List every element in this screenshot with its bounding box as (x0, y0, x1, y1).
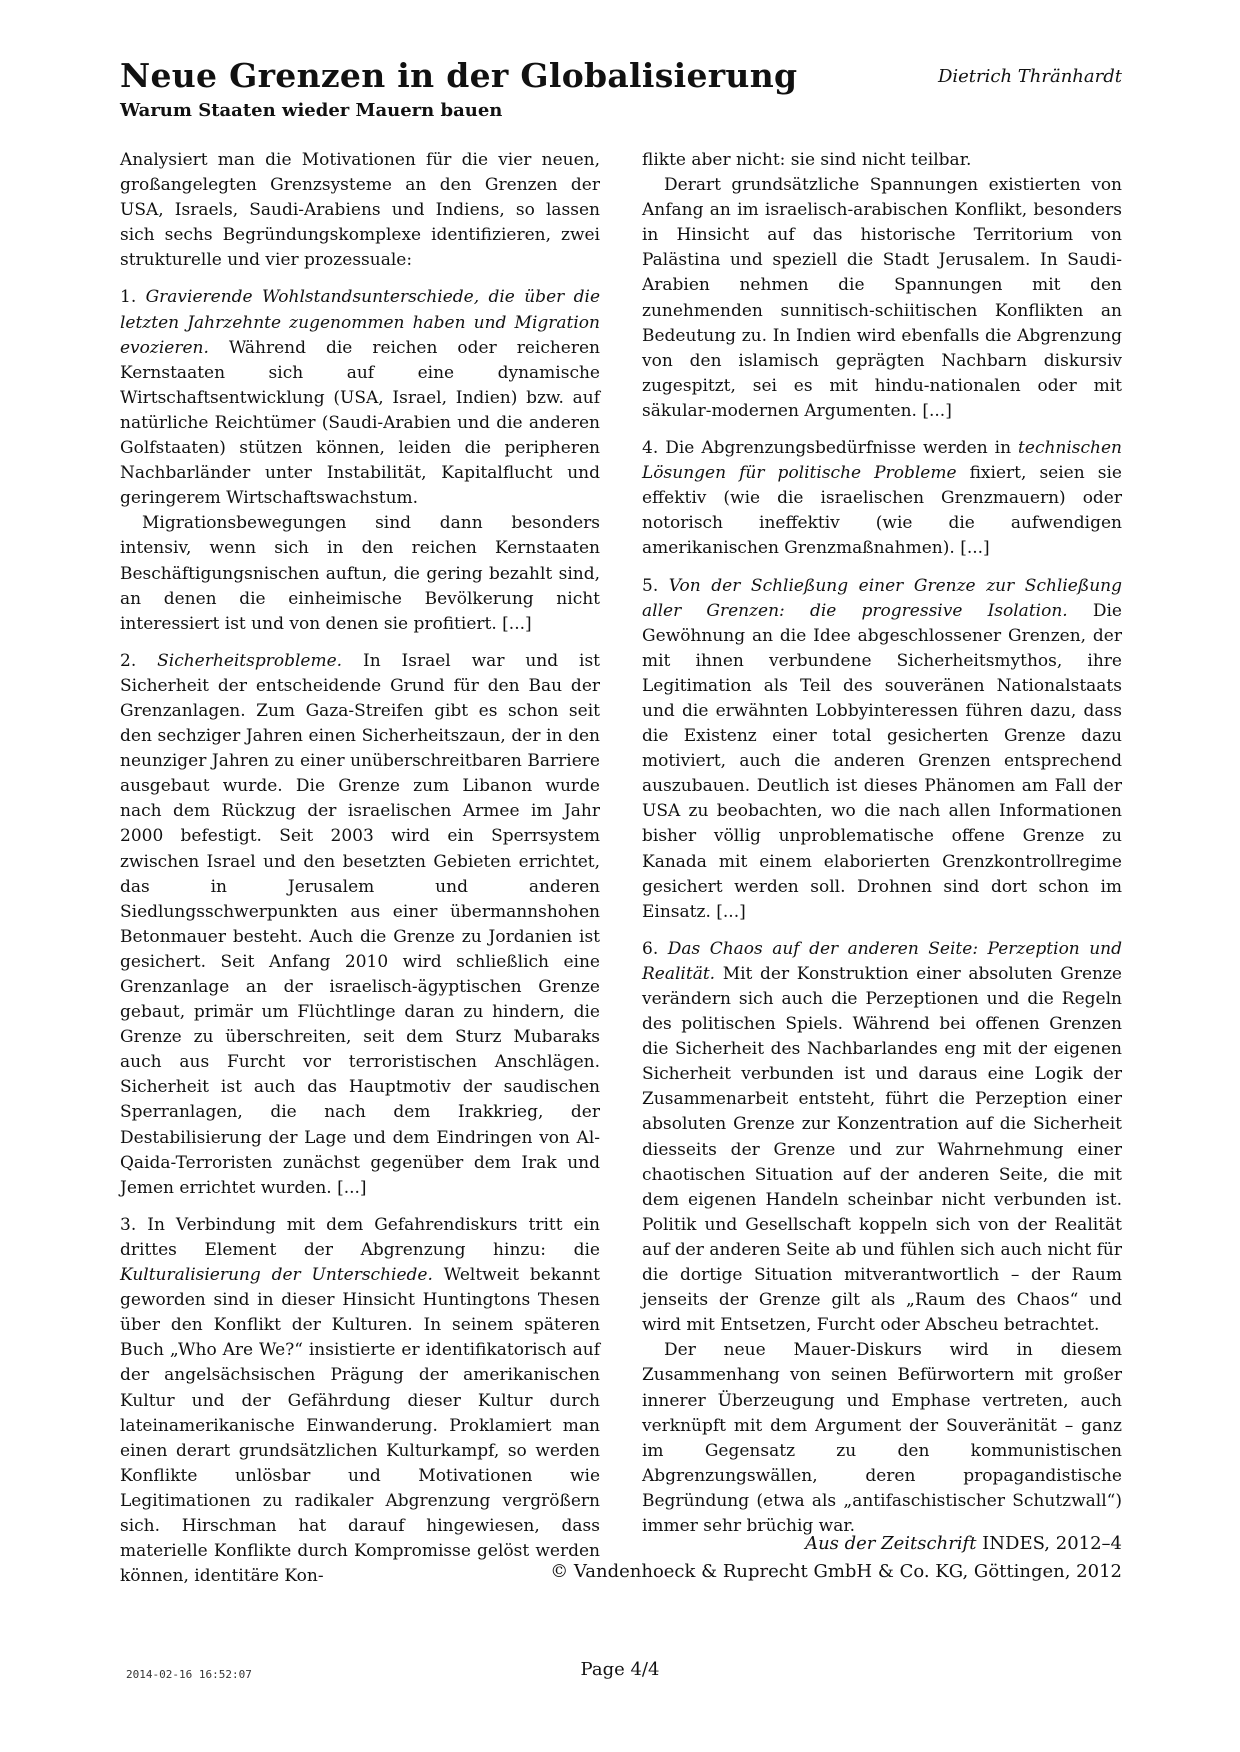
journal-line (550, 1530, 1122, 1558)
section-6-number: 6. (642, 938, 668, 959)
section-5-heading: Von der Schließung einer Grenze zur Schließung aller Grenzen: die progressive Isolation. (642, 575, 1122, 621)
journal-prefix: Aus der Zeitschrift (805, 1533, 977, 1554)
section-3-text: Weltweit bekannt geworden sind in dieser Hinsicht Huntingtons Thesen über den Konflikt der Kulturen. In seinem späteren Buch „Who Are We?“ insistierte er identifikatorisch auf der angelsächsischen Prägung der amerikanischen Kultur und der Gefährdung dieser Kultur durch lateinamerikanische Einwanderung. Proklamiert man einen derart grundsätzlichen Kulturkampf, so werden Konflikte unlösbar und Motivationen wie Legitimationen zu radikaler Abgrenzung vergrößern sich. Hirschman hat darauf hingewiesen, dass materielle Konflikte durch Kompromisse gelöst werden können, identitäre Kon- (120, 1265, 600, 1587)
section-4-text: fixiert, seien sie effektiv (wie die israelischen Grenzmauern) oder notorisch ineffektiv (wie die aufwendigen amerikanischen Grenzmaßnahmen). [...] (642, 463, 1122, 559)
article-body (120, 148, 1122, 1589)
section-6-text: Mit der Konstruktion einer absoluten Grenze verändern sich auch die Perzeptionen und die Regeln des politischen Spiels. Während bei offenen Grenzen die Sicherheit des Nachbarlandes eng mit der eigenen Sicherheit verbunden ist und daraus eine Logik der Zusammenarbeit entsteht, führt die Perzeption einer absoluten Grenze zur Konzentration auf die Sicherheit diesseits der Grenze und zur Wahrnehmung einer chaotischen Situation auf der anderen Seite, die mit dem eigenen Handeln scheinbar nicht verbunden ist. Politik und Gesellschaft koppeln sich von der Realität auf der anderen Seite ab und fühlen sich auch nicht für die dortige Situation mitverantwortlich – der Raum jenseits der Grenze gilt als „Raum des Chaos“ und wird mit Entsetzen, Furcht oder Abscheu betrachtet. (642, 963, 1122, 1336)
article-header (120, 54, 1122, 124)
author-name: Dietrich Thränhardt (937, 66, 1122, 87)
section-6-paragraph-2: Der neue Mauer-Diskurs wird in diesem Zusammenhang von seinen Befürwortern mit großer innerer Überzeugung und Emphase vertreten, auch verknüpft mit dem Argument der Souveränität – ganz im Gegensatz zu den kommunistischen Abgrenzungswällen, deren propagandistische Begründung (etwa als „antifaschistischer Schutzwall“) immer sehr brüchig war. (642, 1340, 1122, 1536)
section-2-paragraph (120, 649, 600, 1201)
section-5-text: Die Gewöhnung an die Idee abgeschlossener Grenzen, der mit ihnen verbundene Sicherheitsmythos, ihre Legitimation als Teil des souveränen Nationalstaats und die erwähnten Lobbyinteressen führen dazu, dass die Existenz einer total gesicherten Grenze dazu motiviert, auch die anderen Grenzen entsprechend auszubauen. Deutlich ist dieses Phänomen am Fall der USA zu beobachten, wo die nach allen Informationen bisher völlig unproblematische offene Grenze zu Kanada mit einem elaborierten Grenzkontrollregime gesichert werden soll. Drohnen sind dort schon im Einsatz. [...] (642, 600, 1122, 922)
section-3-continuation: flikte aber nicht: sie sind nicht teilbar. (642, 150, 972, 170)
section-1-text: Während die reichen oder reicheren Kernstaaten sich auf eine dynamische Wirtschaftsentwicklung (USA, Israel, Indien) bzw. auf natürliche Reichtümer (Saudi-Arabien und die anderen Golfstaaten) stützen können, leiden die peripheren Nachbarländer unter Instabilität, Kapitalflucht und geringerem Wirtschaftswachstum. (120, 337, 600, 509)
print-timestamp: 2014-02-16 16:52:07 (126, 1668, 252, 1681)
section-2-text: In Israel war und ist Sicherheit der entscheidende Grund für den Bau der Grenzanlagen. Zum Gaza-Streifen gibt es schon seit den sechziger Jahren einen Sicherheitszaun, der in den neunziger Jahren zu einer unüberschreitbaren Barriere ausgebaut wurde. Die Grenze zum Libanon wurde nach dem Rückzug der israelischen Armee im Jahr 2000 befestigt. Seit 2003 wird ein Sperrsystem zwischen Israel und den besetzten Gebieten errichtet, das in Jerusalem und anderen Siedlungsschwerpunkten aus einer übermannshohen Betonmauer besteht. Auch die Grenze zu Jordanien ist gesichert. Seit Anfang 2010 wird schließlich eine Grenzanlage an der israelisch-ägyptischen Grenze gebaut, primär um Flüchtlinge daran zu hindern, die Grenze zu überschreiten, seit dem Sturz Mubaraks auch aus Furcht vor terroristischen Anschlägen. Sicherheit ist auch das Hauptmotiv der saudischen Sperranlagen, die nach dem Irakkrieg, der Destabilisierung der Lage und dem Eindringen von Al-Qaida-Terroristen zunächst gegenüber dem Irak und Jemen errichtet wurden. [...] (120, 650, 601, 1198)
article-subtitle: Warum Staaten wieder Mauern bauen (120, 100, 503, 121)
section-3-paragraph-2: Derart grundsätzliche Spannungen existierten von Anfang an im israelisch-arabischen Konflikt, besonders in Hinsicht auf das historische Territorium von Palästina und speziell die Stadt Jerusalem. In Saudi-Arabien nehmen die Spannungen mit den zunehmenden sunnitisch-schiitischen Konflikten an Bedeutung zu. In Indien wird ebenfalls die Abgrenzung von den islamisch geprägten Nachbarn diskursiv zugespitzt, sei es mit hindu-nationalen oder mit säkular-modernen Argumenten. [...] (642, 175, 1122, 421)
page-number: Page 4/4 (580, 1659, 660, 1680)
section-6-paragraph (642, 937, 1122, 1339)
intro-paragraph: Analysiert man die Motivationen für die vier neuen, großangelegten Grenzsysteme an den Grenzen der USA, Israels, Saudi-Arabiens und Indiens, so lassen sich sechs Begründungskomplexe identifizieren, zwei strukturelle und vier prozessuale: (120, 150, 600, 271)
section-6-heading: Das Chaos auf der anderen Seite: Perzeption und Realität. (642, 938, 1123, 984)
article-title: Neue Grenzen in der Globalisierung (120, 56, 798, 95)
section-2-heading: Sicherheitsprobleme. (157, 650, 343, 671)
section-2-number: 2. (120, 650, 158, 671)
section-1-paragraph-2: Migrationsbewegungen sind dann besonders intensiv, wenn sich in den reichen Kernstaaten Beschäftigungsnischen auftun, die gering bezahlt sind, an denen die einheimische Bevölkerung nicht interessiert ist und von denen sie profitiert. [...] (120, 513, 600, 634)
copyright-line: © Vandenhoeck & Ruprecht GmbH & Co. KG, Göttingen, 2012 (550, 1561, 1122, 1582)
section-1-number: 1. (120, 287, 146, 308)
journal-name: INDES, 2012–4 (976, 1533, 1122, 1554)
left-column (120, 148, 600, 1589)
section-4-heading: technischen Lösungen für politische Probleme (642, 438, 1122, 484)
section-1-heading: Gravierende Wohlstandsunterschiede, die über die letzten Jahrzehnte zugenommen haben und Migration evozieren. (120, 287, 600, 358)
section-3-paragraph (120, 1213, 600, 1589)
right-column (642, 148, 1122, 1589)
section-4-lead: 4. Die Abgrenzungsbedürfnisse werden in (642, 438, 1019, 459)
section-5-paragraph (642, 574, 1122, 925)
source-citation (550, 1530, 1122, 1586)
section-5-number: 5. (642, 575, 669, 596)
section-3-lead: 3. In Verbindung mit dem Gefahrendiskurs tritt ein drittes Element der Abgrenzung hinzu: die (120, 1214, 600, 1260)
section-3-heading: Kulturalisierung der Unterschiede. (120, 1265, 433, 1286)
section-4-paragraph (642, 436, 1122, 561)
section-1-paragraph (120, 285, 600, 511)
